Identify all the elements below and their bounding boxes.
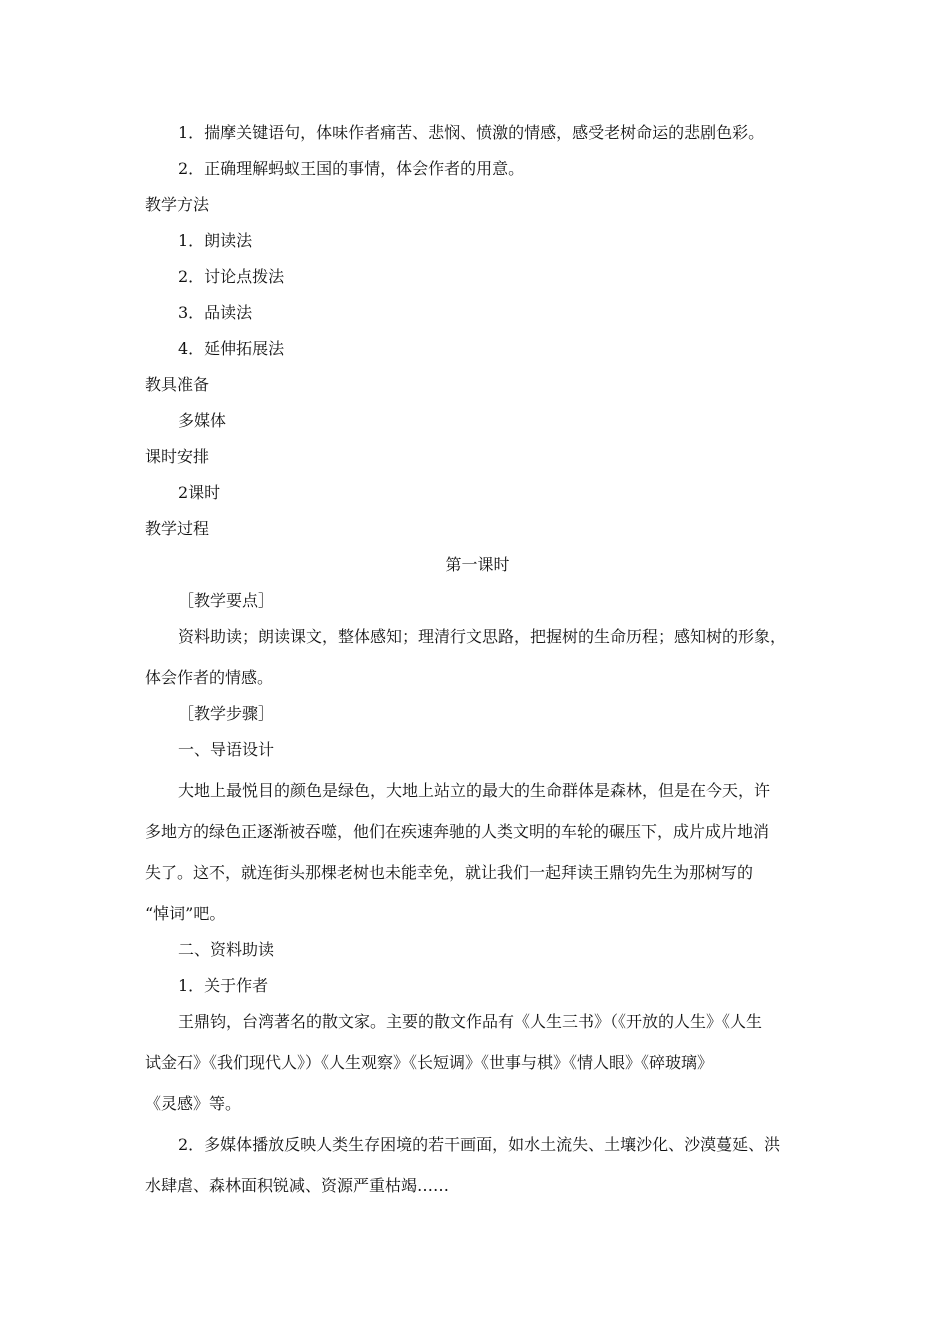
document-body — [145, 122, 810, 1196]
paragraph-line: 体会作者的情感。 — [145, 668, 274, 687]
paragraph-line: 《灵感》等。 — [145, 1094, 242, 1113]
goal-item: 1．揣摩关键语句，体味作者痛苦、悲悯、愤激的情感，感受老树命运的悲剧色彩。 — [178, 123, 765, 142]
step-title: 二、资料助读 — [178, 940, 275, 959]
lesson-title: 第一课时 — [445, 555, 510, 574]
paragraph-line: “悼词”吧。 — [145, 904, 226, 923]
steps-heading: ［教学步骤］ — [178, 704, 275, 723]
paragraph-line: 大地上最悦目的颜色是绿色，大地上站立的最大的生命群体是森林，但是在今天，许 — [178, 781, 771, 800]
section-heading-method: 教学方法 — [145, 195, 210, 214]
paragraph-line: 水肆虐、森林面积锐减、资源严重枯竭…… — [145, 1176, 450, 1195]
method-item: 2．讨论点拨法 — [178, 267, 285, 286]
step-title: 一、导语设计 — [178, 740, 275, 759]
paragraph-line: 2．多媒体播放反映人类生存困境的若干画面，如水土流失、土壤沙化、沙漠蔓延、洪 — [178, 1135, 781, 1154]
paragraph-line: 资料助读；朗读课文，整体感知；理清行文思路，把握树的生命历程；感知树的形象， — [178, 627, 787, 646]
paragraph-line: 试金石》《我们现代人》）《人生观察》《长短调》《世事与棋》《情人眼》《碎玻璃》 — [145, 1053, 714, 1072]
section-heading-process: 教学过程 — [145, 519, 210, 538]
method-item: 4．延伸拓展法 — [178, 339, 285, 358]
key-points-heading: ［教学要点］ — [178, 591, 275, 610]
method-item: 1．朗读法 — [178, 231, 253, 250]
sub-title: 1．关于作者 — [178, 976, 269, 995]
paragraph-line: 王鼎钧，台湾著名的散文家。主要的散文作品有《人生三书》（《开放的人生》《人生 — [178, 1012, 763, 1031]
section-heading-tools: 教具准备 — [145, 375, 210, 394]
schedule-text: 2课时 — [178, 483, 221, 502]
paragraph-line: 多地方的绿色正逐渐被吞噬，他们在疾速奔驰的人类文明的车轮的碾压下，成片成片地消 — [145, 822, 770, 841]
paragraph-line: 失了。这不，就连街头那棵老树也未能幸免，就让我们一起拜读王鼎钧先生为那树写的 — [145, 863, 754, 882]
goal-item: 2．正确理解蚂蚁王国的事情，体会作者的用意。 — [178, 159, 525, 178]
method-item: 3．品读法 — [178, 303, 253, 322]
section-heading-schedule: 课时安排 — [145, 447, 210, 466]
tools-text: 多媒体 — [178, 411, 227, 430]
